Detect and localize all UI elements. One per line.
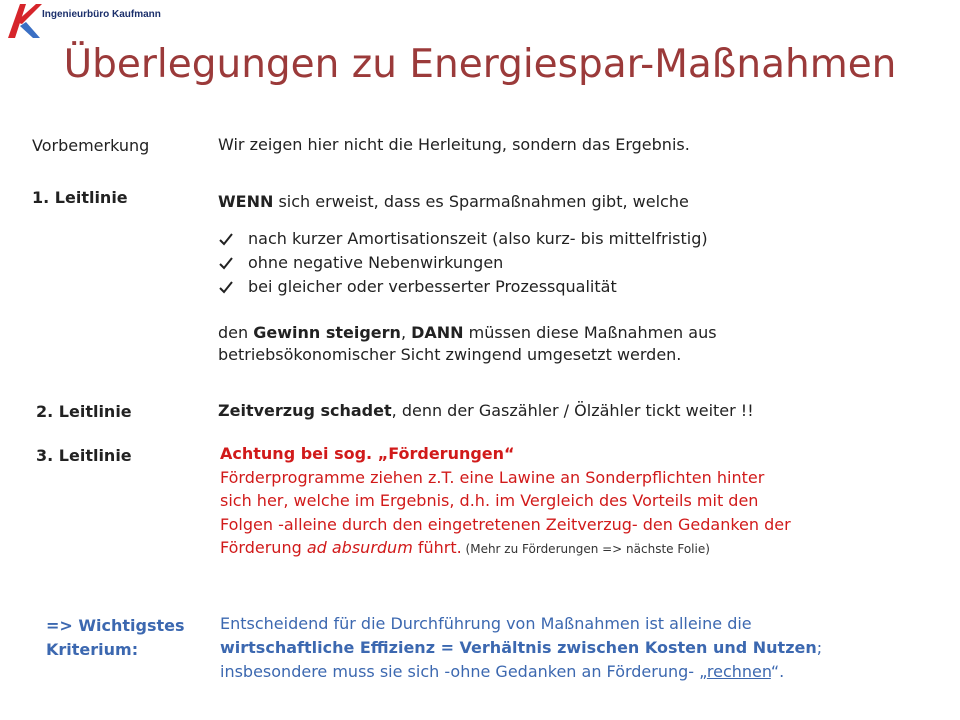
leitlinie3-line: führt. — [412, 538, 462, 557]
concl-bold-gewinn: Gewinn steigern — [253, 323, 401, 342]
leitlinie3-line: Folgen -alleine durch den eingetretenen Zeitverzug- den Gedanken der — [220, 514, 791, 534]
leitlinie2-label: 2. Leitlinie — [36, 402, 132, 421]
leitlinie3-note: (Mehr zu Förderungen => nächste Folie) — [461, 542, 710, 556]
leitlinie2-rest: , denn der Gaszähler / Ölzähler tickt weiter !! — [391, 401, 754, 420]
kriterium-label-line1: => Wichtigstes — [46, 616, 185, 635]
concl-text: den — [218, 323, 254, 342]
kriterium-label — [46, 614, 185, 662]
checkmark-icon — [218, 255, 234, 271]
kriterium-line3-end: “. — [770, 662, 785, 681]
leitlinie3-text — [220, 442, 791, 562]
list-item — [218, 251, 708, 275]
kriterium-bold: wirtschaftliche Effizienz = Verhältnis zwischen Kosten und Nutzen — [220, 638, 817, 657]
kriterium-rechnen: rechnen — [706, 662, 771, 681]
kriterium-line1: Entscheidend für die Durchführung von Maßnahmen ist alleine die — [220, 614, 752, 633]
logo-k-icon — [6, 2, 42, 40]
leitlinie3-line: sich her, welche im Ergebnis, d.h. im Vergleich des Vorteils mit den — [220, 491, 759, 510]
leitlinie1-intro — [218, 191, 689, 213]
concl-text: , — [400, 323, 412, 342]
leitlinie1-intro-rest: sich erweist, dass es Sparmaßnahmen gibt, welche — [273, 192, 689, 211]
kriterium-line3: insbesondere muss sie sich -ohne Gedanken an Förderung- „ — [220, 662, 707, 681]
leitlinie3-line: Förderung — [220, 538, 307, 557]
logo-text: Ingenieurbüro Kaufmann — [42, 9, 161, 20]
checkmark-icon — [218, 231, 234, 247]
leitlinie3-label: 3. Leitlinie — [36, 446, 132, 465]
checkmark-icon — [218, 279, 234, 295]
concl-text: müssen diese Maßnahmen aus — [463, 323, 717, 342]
leitlinie3-italic: ad absurdum — [306, 538, 413, 557]
bullet-text: bei gleicher oder verbesserter Prozessqualität — [248, 277, 617, 296]
list-item — [218, 227, 708, 251]
company-logo — [6, 2, 166, 42]
leitlinie3-heading: Achtung bei sog. „Förderungen“ — [220, 444, 515, 463]
leitlinie2-text — [218, 400, 754, 422]
leitlinie1-intro-bold: WENN — [218, 192, 274, 211]
kriterium-text — [220, 612, 822, 684]
leitlinie2-bold: Zeitverzug schadet — [218, 401, 392, 420]
bullet-text: nach kurzer Amortisationszeit (also kurz- bis mittelfristig) — [248, 229, 708, 248]
kriterium-line2-rest: ; — [816, 638, 823, 657]
list-item — [218, 275, 708, 299]
kriterium-label-line2: Kriterium: — [46, 640, 139, 659]
vorbemerkung-label: Vorbemerkung — [32, 136, 150, 155]
leitlinie1-bullets — [218, 227, 708, 299]
leitlinie1-conclusion — [218, 322, 717, 366]
concl-bold-dann: DANN — [411, 323, 464, 342]
leitlinie3-line: Förderprogramme ziehen z.T. eine Lawine an Sonderpflichten hinter — [220, 467, 765, 487]
leitlinie1-label: 1. Leitlinie — [32, 188, 128, 207]
vorbemerkung-text: Wir zeigen hier nicht die Herleitung, sondern das Ergebnis. — [218, 135, 690, 154]
bullet-text: ohne negative Nebenwirkungen — [248, 253, 504, 272]
concl-line2: betriebsökonomischer Sicht zwingend umgesetzt werden. — [218, 345, 682, 364]
page-title: Überlegungen zu Energiespar-Maßnahmen — [63, 42, 897, 87]
